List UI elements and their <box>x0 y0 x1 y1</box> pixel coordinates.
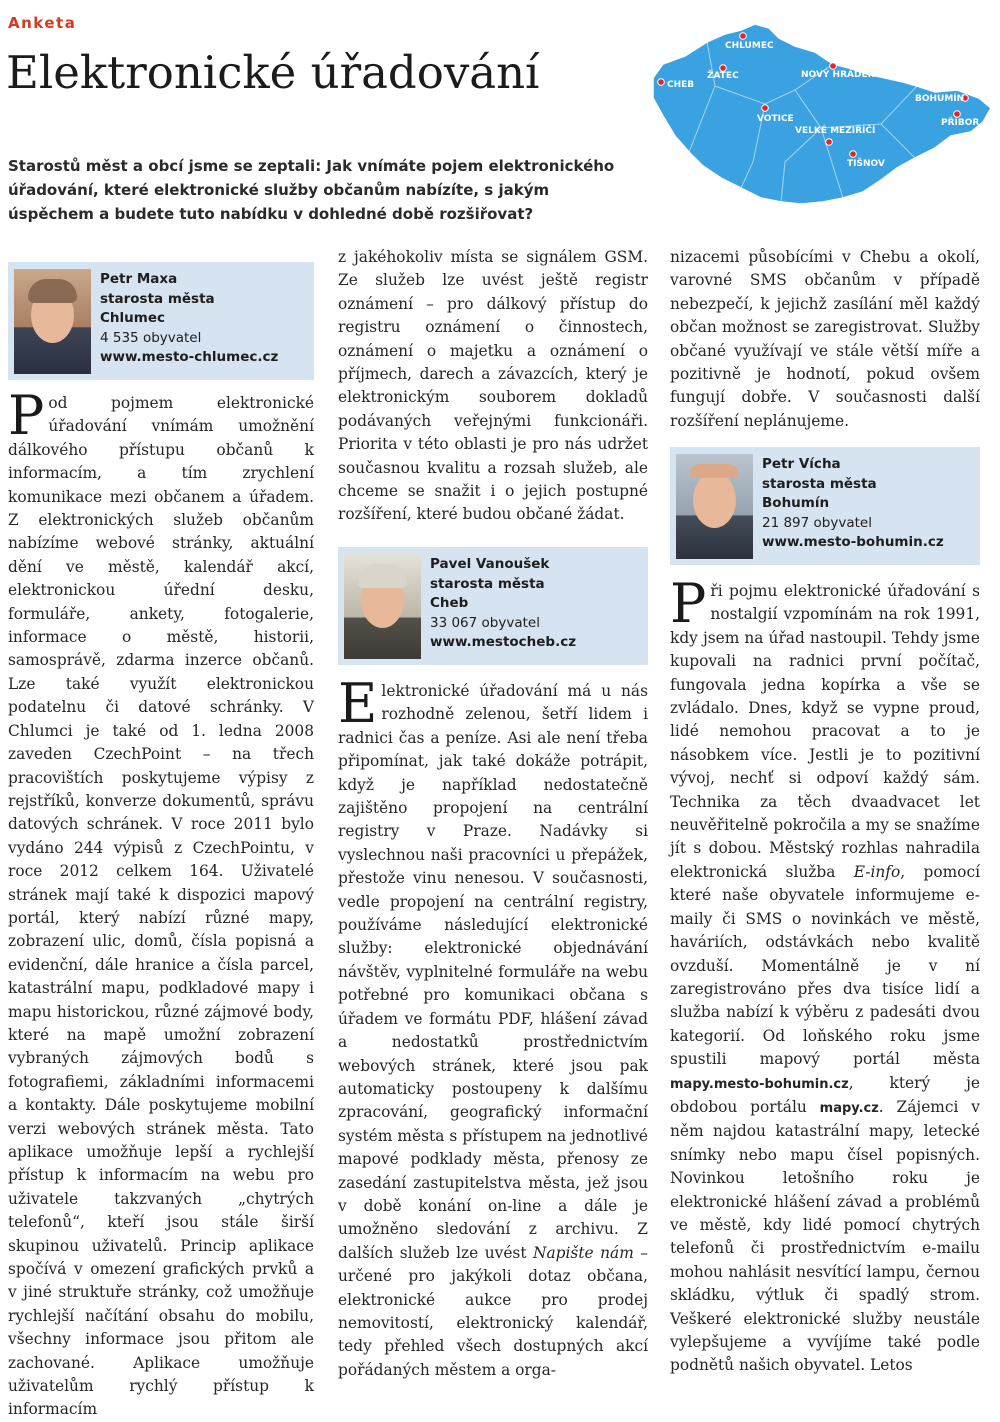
service-name: E-info <box>853 862 901 881</box>
portrait-photo <box>14 269 91 374</box>
czech-map <box>645 12 995 214</box>
portal-link[interactable]: mapy.cz <box>819 1100 879 1116</box>
profile-city: Chlumec <box>100 310 165 326</box>
profile-city: Cheb <box>430 595 469 611</box>
profile-name: Petr Vícha <box>762 456 841 472</box>
answer-text: , který je obdobou portálu <box>670 1073 980 1116</box>
map-label-velke-mezirici: VELKÉ MEZIŘÍČÍ <box>795 126 876 136</box>
answer-text: – určené pro jakýkoli dotaz občana, elektronické aukce pro prodej nemovitostí, elektronický kalendář, tedy přehled všech dostupných akcí pořádaných městem a orga- <box>338 1243 648 1379</box>
profile-website-link[interactable]: www.mesto-chlumec.cz <box>100 349 279 365</box>
profile-role: starosta města <box>762 475 877 492</box>
profile-population: 4 535 obyvatel <box>100 329 202 346</box>
profile-role: starosta města <box>430 575 545 592</box>
profile-website-link[interactable]: www.mesto-bohumin.cz <box>762 534 944 550</box>
answer-text: . Zájemci v něm najdou katastrální mapy, letecké snímky nebo mapu čísel popisných. Novinkou letošního roku je elektronické hlášení závad a problémů ve městě, kdy lidé pomocí chytrých telefonů či prostřednictvím e-mailu mohou nahlásit nesvítící lampu, černou skládku, výtluk či spadlý strom. Veškeré elektronické služby neustále vylepšujeme a vyvíjíme také podle podnětů našich obyvatel. Letos <box>670 1097 980 1375</box>
map-label-votice: VOTICE <box>757 114 794 124</box>
profile-population: 21 897 obyvatel <box>762 514 872 531</box>
answer-vanousek <box>338 672 648 1382</box>
dropcap: P <box>8 384 45 447</box>
dropcap: E <box>338 672 378 735</box>
article-intro: Starostů měst a obcí jsme se zeptali: Jak vnímáte pojem elektronického úřadování, které elektronické služby občanům nabízíte, s jakým úspěchem a budete tuto nabídku v dohledné době rozšiřovat? <box>8 157 615 223</box>
map-label-tisnov: TIŠNOV <box>847 159 885 169</box>
portrait-photo <box>344 554 421 659</box>
map-label-bohumin: BOHUMÍN <box>915 94 965 104</box>
answer-text: od pojmem elektronické úřadování vnímám umožnění dálkového přístupu občanů k informacím, a tím zrychlení komunikace mezi občanem a úřadem. Z elektronických služeb občanům nabízíme webové stránky, aktuální dění ve městě, kalendář akcí, elektronickou úřední desku, formuláře, ankety, fotogalerie, informace o městě, historii, samosprávě, zdarma inzerce občanů. Lze také využít elektronickou podatelnu či datové schránky. V Chlumci je také od 1. ledna 2008 zaveden CzechPoint – na třech pracovištích poskytujeme výpisy z rejstříků, konverze dokumentů, správu datových schránek. V roce 2011 bylo vydáno 244 výpisů z CzechPointu, v roce 2012 celkem 164. Uživatelé stránek mají také k dispozici mapový portál, který nabízí různé mapy, zobrazení ulic, domů, čísla popisná a evidenční, dále hranice a čísla parcel, katastrální mapu, podkladové mapy i mapu historickou, různé zájmové body, které na mapě umožní zobrazení vybraných zájmových bodů s fotografiemi, základními informacemi a kontakty. Dále poskytujeme mobilní verzi webových stránek města. Tato aplikace umožňuje lepší a rychlejší přístup k informacím na webu pro uživatele takzvaných „chytrých telefonů“, kteří jsou stále širší skupinou uživatelů. Princip aplikace spočívá v omezení grafických prvků a v jiné struktuře stránky, což umožňuje rychlejší načítání obsahu do mobilu, všechny informace jsou přitom ale zachované. Aplikace umožňuje uživatelům rychlý přístup k informacím <box>8 394 314 1419</box>
article-title: Elektronické úřadování <box>6 46 540 99</box>
profile-box-vicha <box>670 447 980 565</box>
answer-text: lektronické úřadování má u nás rozhodně zelenou, šetří lidem i radnici čas a peníze. Asi ale není třeba připomínat, jak také dokáže potrápit, když je například nedostatečně zajištěno propojení na centrální registry v Praze. Nadávky si vyslechnou naši pracovníci u přepážek, přestože vinu nenesou. V současnosti, vedle propojení na centrální registry, používáme následující elektronické služby: elektronické objednávání návštěv, vyplnitelné formuláře na webu potřebné pro komunikaci občana s úřadem ve formátu PDF, hlášení závad a nedostatků prostřednictvím webových stránek, které jsou pak automaticky postoupeny k dalšímu zpracování, geografický informační systém města s přístupem na jednotlivé mapové podklady města, přenosy ze zasedání zastupitelstva města, jež jsou v době konání on-line a dále je umožněno sledování z archivu. Z dalších služeb lze uvést <box>338 682 648 1262</box>
profile-box-maxa <box>8 262 314 380</box>
map-label-cheb: CHEB <box>667 80 695 90</box>
dropcap: P <box>670 572 707 635</box>
profile-website-link[interactable]: www.mestocheb.cz <box>430 634 577 650</box>
answer-vanousek-continued <box>670 246 980 433</box>
profile-name: Pavel Vanoušek <box>430 556 550 572</box>
answer-vicha <box>670 572 980 1378</box>
answer-text: nizacemi působícími v Chebu a okolí, varovné SMS občanům v případě nebezpečí, k jejichž zasílání měl každý občan možnost se zaregistrovat. Služby občané využívají ve stále větší míře a pozitivně je hodnotí, pokud ovšem fungují dobře. V současnosti další rozšíření neplánujeme. <box>670 248 980 430</box>
map-label-chlumec: CHLUMEC <box>725 41 774 51</box>
portal-link[interactable]: mapy.mesto-bohumin.cz <box>670 1076 849 1092</box>
map-label-zatec: ŽATEC <box>707 71 739 81</box>
profile-role: starosta města <box>100 290 215 307</box>
answer-text: z jakéhokoliv místa se signálem GSM. Ze služeb lze uvést ještě registr oznámení – pro dálkový přístup do registru oznámení o činnostech, oznámení o majetku a oznámení o příjmech, darech a závazcích, který je elektronickým souborem dokladů podávaných veřejnými funkcionáři. Priorita v této oblasti je pro nás udržet současnou kvalitu a rozsah služeb, ale chceme se snažit i o jejich postupné rozšíření, které budou občané žádat. <box>338 248 648 524</box>
service-name: Napište nám <box>533 1243 634 1262</box>
answer-text: , pomocí které naše obyvatele informujeme e-maily či SMS o novinkách ve městě, haváriích, odstávkách nebo kvalitě ovzduší. Momentálně je v ní zaregistrováno přes dva tisíce lidí a služba nabízí k výběru z padesáti dvou kategorií. Od loňského roku jsme spustili mapový portál města <box>670 862 980 1069</box>
profile-box-vanousek <box>338 547 648 665</box>
answer-maxa <box>8 384 314 1422</box>
map-label-novy-hradek: NOVÝ HRÁDEK <box>801 70 875 80</box>
answer-maxa-continued <box>338 246 648 527</box>
profile-name: Petr Maxa <box>100 271 178 287</box>
profile-city: Bohumín <box>762 495 830 511</box>
profile-population: 33 067 obyvatel <box>430 614 540 631</box>
map-label-pribor: PŘÍBOR <box>941 118 980 128</box>
answer-text: ři pojmu elektronické úřadování s nostalgií vzpomínám na rok 1991, kdy jsem na úřad nastoupil. Tehdy jsme kupovali na radnici první počítač, fungovala jedna kopírka a vše se zvládalo. Dnes, když se vypne proud, lidé nemohou pracovat a to je násobkem více. Jestli je to pozitivní vývoj, nechť si odpoví každý sám. Technika za těch dvaadvacet let neuvěřitelně pokročila a my se snažíme jít s dobou. Městský rozhlas nahradila elektronická služba <box>670 582 980 881</box>
section-rubric: Anketa <box>8 14 77 32</box>
portrait-photo <box>676 454 753 559</box>
